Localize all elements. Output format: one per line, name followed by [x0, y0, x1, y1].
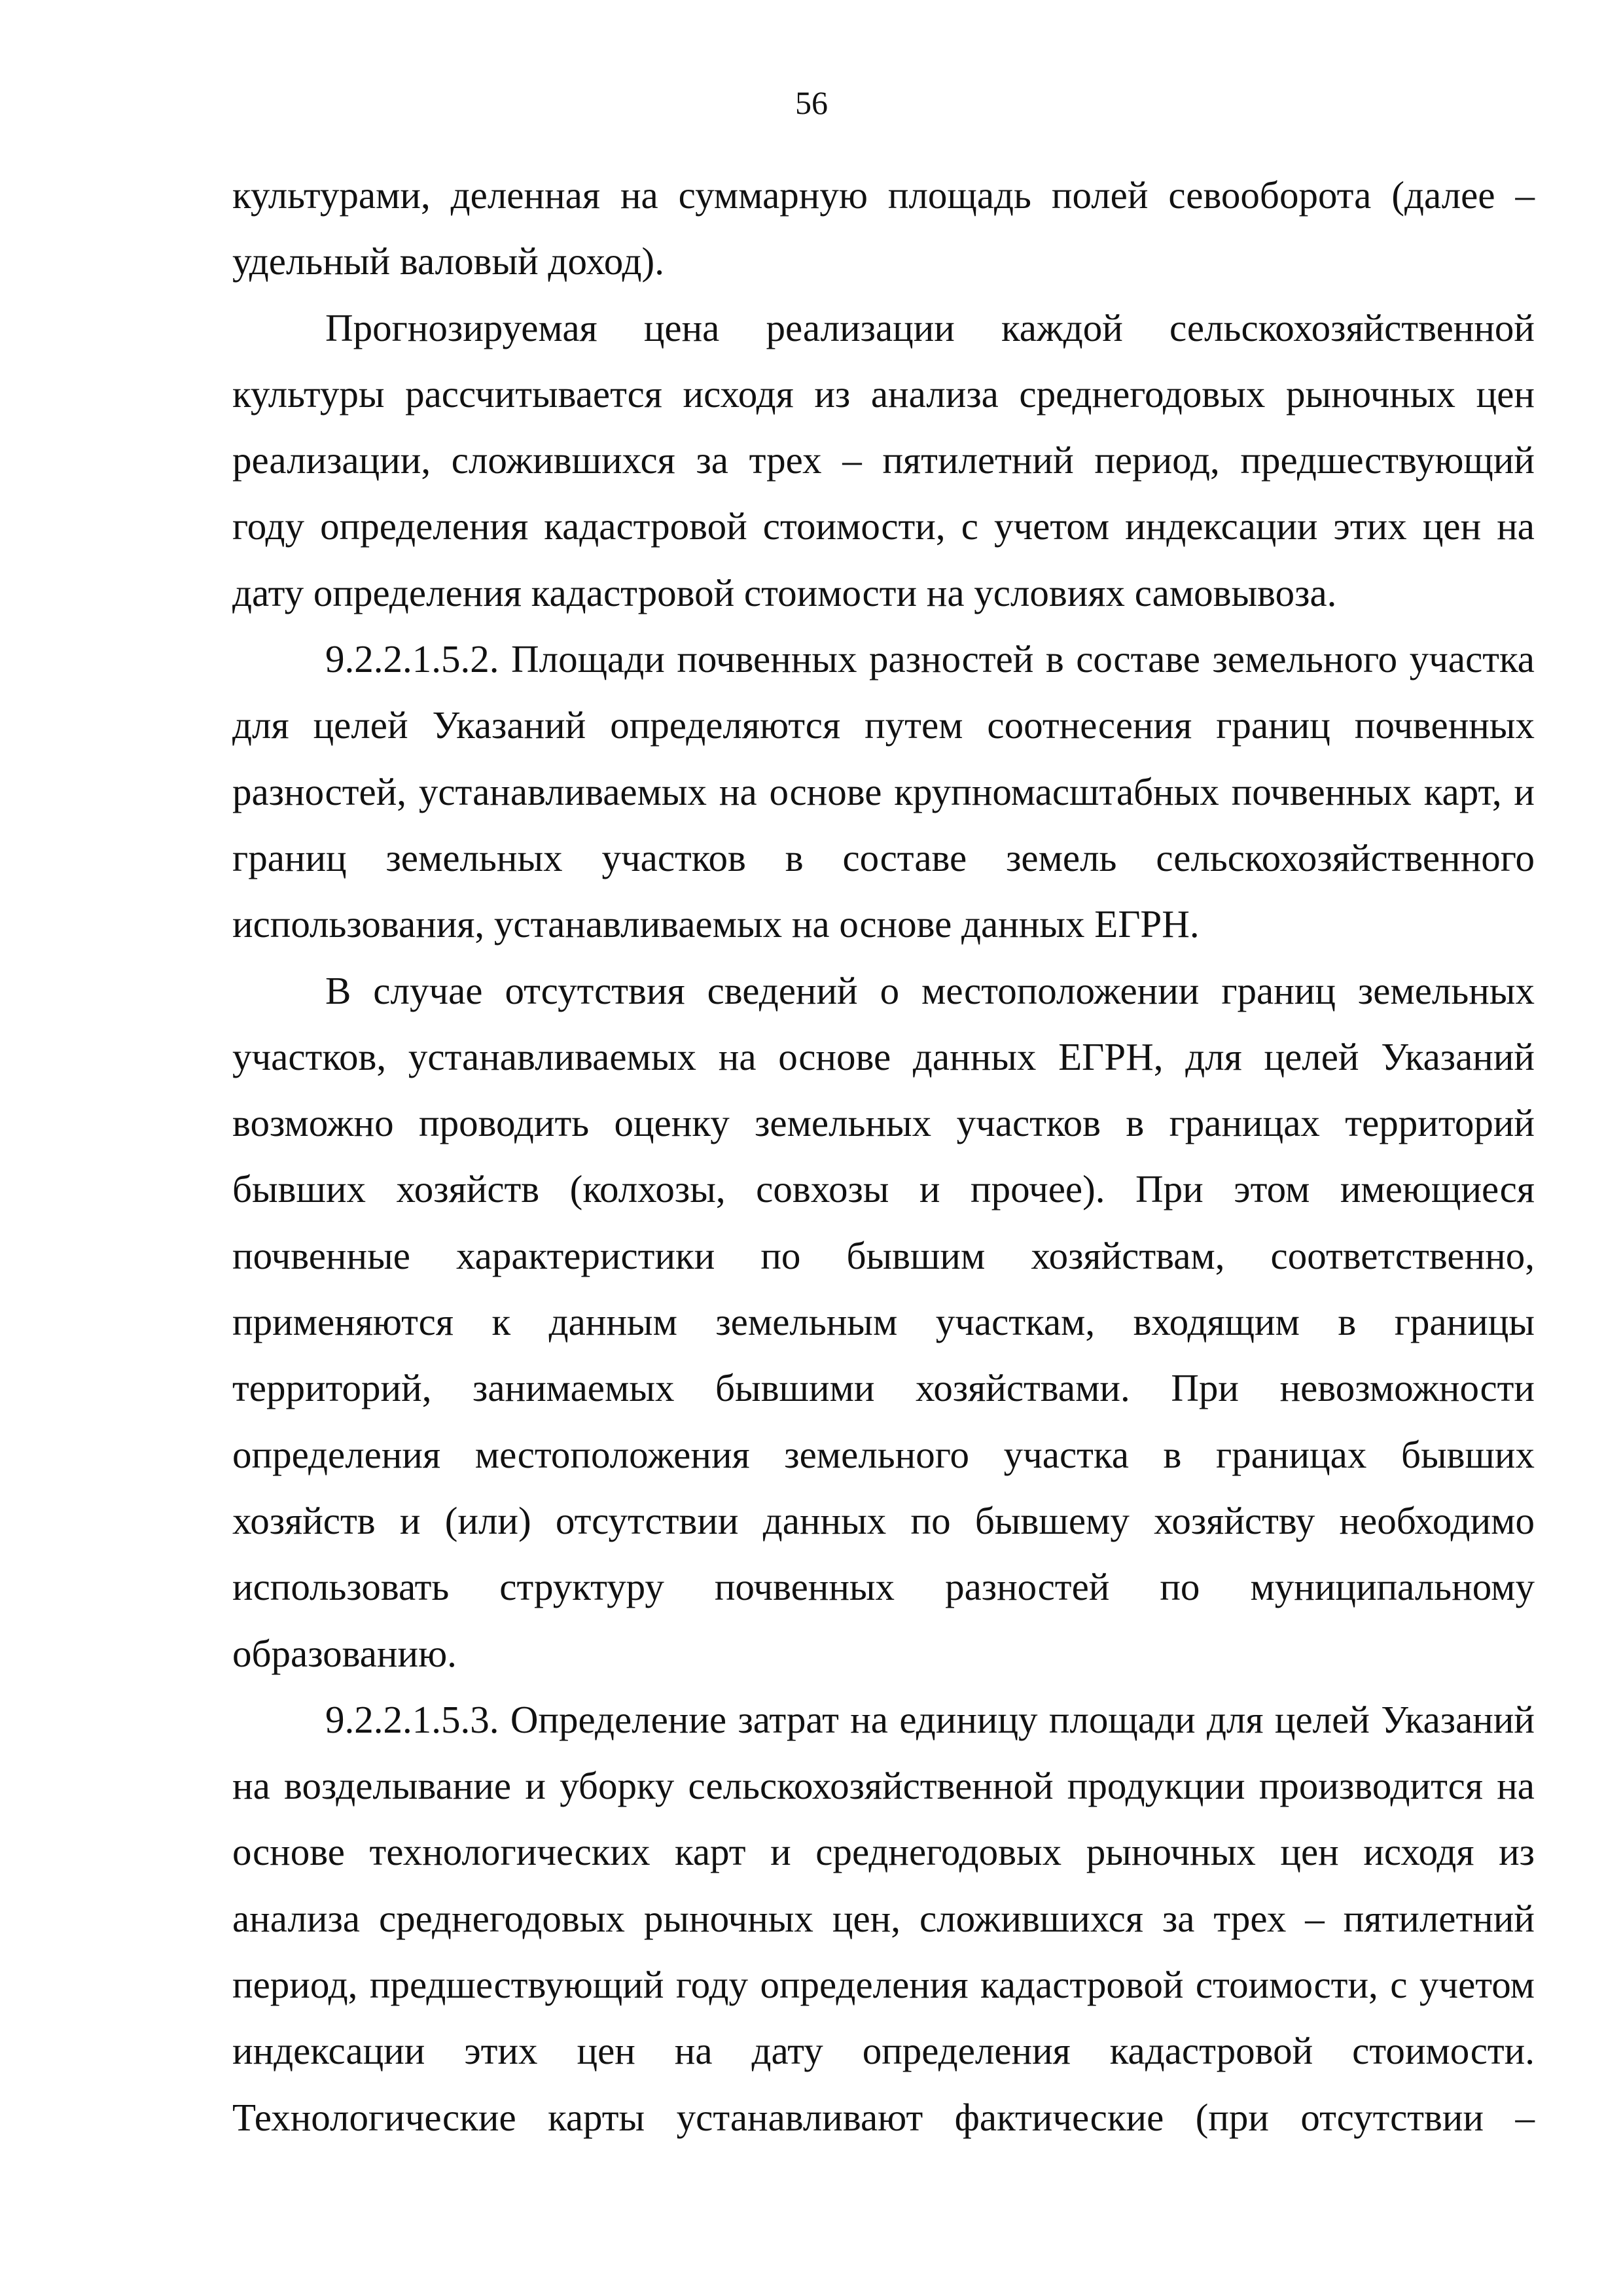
page-number: 56	[795, 84, 828, 121]
paragraph-missing-boundaries: В случае отсутствия сведений о местоположении границ земельных участков, устанавливаемых на основе данных ЕГРН, для целей Указаний возможно проводить оценку земельных участков в границах территорий бывших хозяйств (колхозы, совхозы и прочее). При этом имеющиеся почвенные характеристики по бывшим хозяйствам, соответственно, применяются к данным земельным участкам, входящим в границы территорий, занимаемых бывшими хозяйствами. При невозможности определения местоположения земельного участка в границах бывших хозяйств и (или) отсутствии данных по бывшему хозяйству необходимо использовать структуру почвенных разностей по муниципальному образованию.	[232, 968, 1535, 1675]
paragraph-9-2-2-1-5-2: 9.2.2.1.5.2. Площади почвенных разностей в составе земельного участка для целей Указаний определяются путем соотнесения границ почвенных разностей, устанавливаемых на основе крупномасштабных почвенных карт, и границ земельных участков в составе земель сельскохозяйственного использования, устанавливаемых на основе данных ЕГРН.	[232, 637, 1535, 946]
paragraph-continuation: культурами, деленная на суммарную площадь полей севооборота (далее – удельный валовый доход).	[232, 173, 1535, 283]
paragraph-9-2-2-1-5-3: 9.2.2.1.5.3. Определение затрат на единицу площади для целей Указаний на возделывание и уборку сельскохозяйственной продукции производится на основе технологических карт и среднегодовых рыночных цен исходя из анализа среднегодовых рыночных цен, сложившихся за трех – пятилетний период, предшествующий году определения кадастровой стоимости, с учетом индексации этих цен на дату определения кадастровой стоимости. Технологические карты устанавливают фактические (при отсутствии –	[232, 1697, 1535, 2139]
paragraph-forecast-price: Прогнозируемая цена реализации каждой сельскохозяйственной культуры рассчитывается исходя из анализа среднегодовых рыночных цен реализации, сложившихся за трех – пятилетний период, предшествующий году определения кадастровой стоимости, с учетом индексации этих цен на дату определения кадастровой стоимости на условиях самовывоза.	[232, 306, 1535, 614]
body-text	[232, 162, 1535, 2151]
